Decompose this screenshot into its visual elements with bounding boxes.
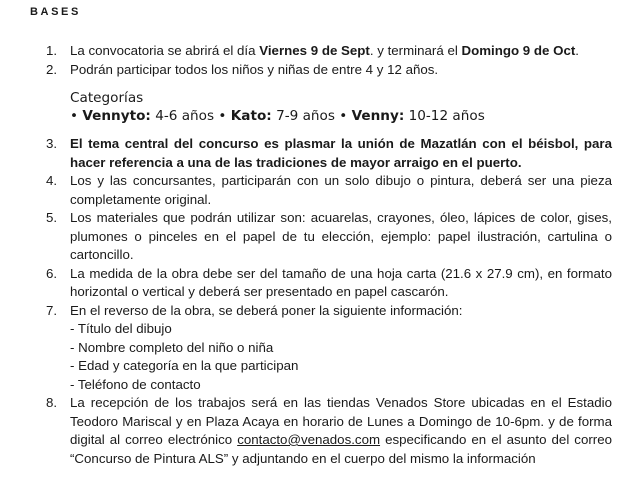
category-range: 4-6 años	[155, 108, 215, 124]
rule-number: 7.	[46, 302, 58, 318]
category-range: 7-9 años	[276, 108, 335, 124]
bullet: •	[339, 108, 348, 124]
category-name: Venny:	[351, 108, 405, 124]
bullet: •	[70, 108, 79, 124]
rule-number: 3.	[46, 136, 58, 151]
categories-list	[70, 107, 612, 125]
rule-text: El tema central del concurso es plasmar la unión de Mazatlán con el béisbol, para hacer referencia a una de las tradiciones de mayor arraigo en el puerto.	[70, 136, 612, 170]
rule-number: 2.	[46, 61, 58, 77]
rule-text	[70, 42, 612, 61]
rule-item-3	[46, 135, 612, 172]
sub-item: - Teléfono de contacto	[70, 376, 201, 392]
rule-item-8	[46, 394, 612, 468]
bullet: •	[218, 108, 227, 124]
rule-number: 4.	[46, 173, 58, 188]
rule-number: 8.	[46, 395, 58, 410]
start-date: Viernes 9 de Sept	[259, 43, 370, 58]
rule-item-5	[46, 209, 612, 265]
rule-text-part: La convocatoria se abrirá el día	[70, 43, 260, 58]
rule-text: Los y las concursantes, participarán con un solo dibujo o pintura, deberá ser una pieza completamente original.	[70, 173, 612, 207]
rule-number: 1.	[46, 43, 58, 58]
rule-item-1	[46, 42, 612, 61]
section-heading: BASES	[30, 6, 81, 18]
categories-title: Categorías	[70, 90, 144, 106]
category-name: Kato:	[230, 108, 272, 124]
rule-text-part: La recepción de los trabajos será en las tiendas Venados Store ubicadas en el Estadio Teodoro Mariscal y en Plaza Acaya en horario de Lunes a Domingo de 10-6pm. y de forma digital al correo electrónico	[70, 395, 612, 447]
rule-item-7	[46, 302, 612, 395]
sub-item: - Edad y categoría en la que participan	[70, 358, 299, 373]
rule-text: Podrán participar todos los niños y niñas de entre 4 y 12 años.	[70, 61, 439, 77]
rule-text-part: especificando en el asunto del correo “Concurso de Pintura ALS” y adjuntando en el cuerpo del mismo la información	[70, 432, 612, 466]
categories-block	[70, 89, 612, 125]
rule-item-2	[46, 61, 612, 80]
rule-number: 5.	[46, 210, 58, 225]
rule-text-part: .	[575, 43, 579, 58]
rule-item-4	[46, 172, 612, 209]
category-name: Vennyto:	[82, 108, 151, 124]
category-range: 10-12 años	[408, 108, 485, 124]
sub-item: - Nombre completo del niño o niña	[70, 339, 274, 355]
rule-number: 6.	[46, 265, 58, 281]
sub-item: - Título del dibujo	[70, 321, 172, 336]
rules-document	[46, 42, 612, 468]
rule-text-part: . y terminará el	[369, 43, 462, 58]
end-date: Domingo 9 de Oct	[461, 43, 576, 58]
rule-item-6	[46, 265, 612, 302]
rule-text: Los materiales que podrán utilizar son: acuarelas, crayones, óleo, lápices de color, gises, plumones o pinceles en el papel de tu elección, ejemplo: papel ilustración, cartulina o cartoncillo.	[70, 210, 612, 262]
rule-text-part: En el reverso de la obra, se deberá poner la siguiente información:	[70, 302, 463, 318]
rule-text: La medida de la obra debe ser del tamaño de una hoja carta (21.6 x 27.9 cm), en formato horizontal o vertical y deberá ser presentado en papel cascarón.	[70, 265, 612, 299]
email-link[interactable]: contacto@venados.com	[237, 432, 381, 447]
rule-text	[70, 394, 612, 468]
rule-text	[70, 302, 612, 395]
